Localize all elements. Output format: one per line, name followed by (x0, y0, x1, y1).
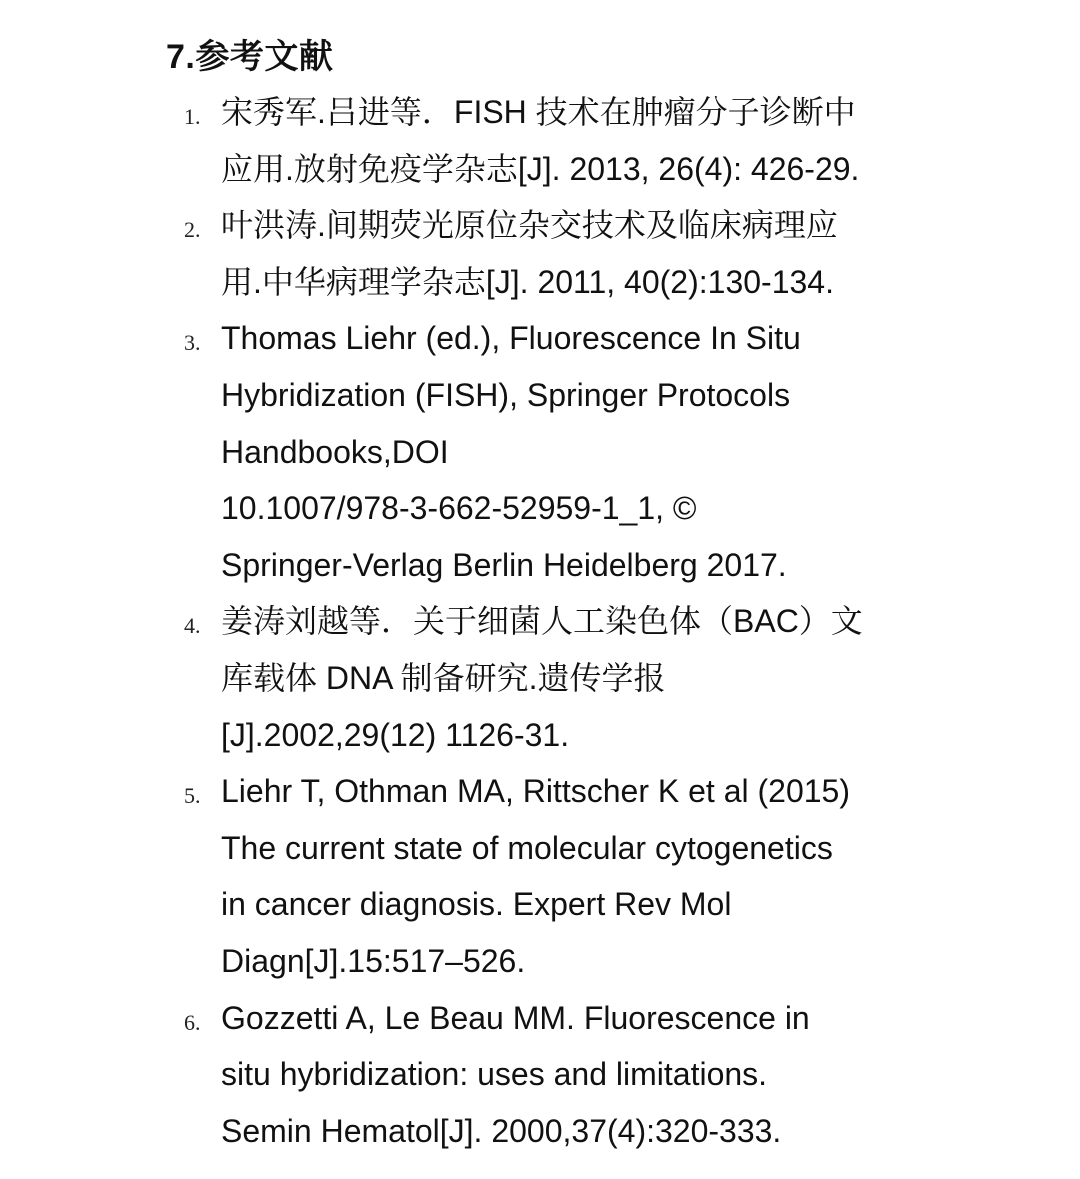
reference-number: 1. (184, 104, 201, 129)
reference-line: in cancer diagnosis. Expert Rev Mol (221, 886, 732, 923)
reference-item-5 (0, 763, 1080, 989)
reference-item-2 (0, 197, 1080, 310)
reference-line: 姜涛刘越等．关于细菌人工染色体（BAC）文 (221, 603, 863, 640)
section-heading: 7.参考文献 (166, 38, 334, 76)
reference-item-1 (0, 84, 1080, 197)
reference-number: 3. (184, 330, 201, 356)
reference-line: Gozzetti A, Le Beau MM. Fluorescence in (221, 999, 810, 1036)
reference-line: 10.1007/978-3-662-52959-1_1, © (221, 490, 697, 527)
reference-line: 应用.放射免疫学杂志[J]. 2013, 26(4): 426-29. (221, 150, 860, 187)
reference-line: 库载体 DNA 制备研究.遗传学报 (221, 659, 666, 696)
reference-line: Hybridization (FISH), Springer Protocols (221, 376, 791, 413)
reference-text (221, 763, 951, 989)
reference-line: 宋秀军.吕进等．FISH 技术在肿瘤分子诊断中 (221, 94, 856, 130)
reference-text (221, 310, 951, 593)
reference-text (221, 84, 951, 197)
reference-line: Diagn[J].15:517–526. (221, 942, 526, 979)
reference-text (221, 990, 951, 1160)
reference-item-4 (0, 593, 1080, 763)
reference-line: Springer-Verlag Berlin Heidelberg 2017. (221, 546, 787, 583)
reference-list (0, 84, 1080, 1159)
reference-item-3 (0, 310, 1080, 593)
reference-text (221, 593, 951, 763)
reference-line: situ hybridization: uses and limitations. (221, 1056, 768, 1093)
reference-text (221, 197, 951, 310)
reference-line: Handbooks,DOI (221, 433, 449, 470)
reference-line: 用.中华病理学杂志[J]. 2011, 40(2):130-134. (221, 263, 834, 300)
reference-number: 2. (184, 217, 201, 243)
reference-line: Liehr T, Othman MA, Rittscher K et al (2015) (221, 773, 850, 810)
reference-line: Thomas Liehr (ed.), Fluorescence In Situ (221, 320, 801, 357)
reference-number: 4. (184, 613, 201, 639)
reference-line: [J].2002,29(12) 1126-31. (221, 716, 570, 753)
reference-number: 6. (184, 1009, 201, 1035)
reference-number: 5. (184, 783, 201, 809)
reference-line: The current state of molecular cytogenetics (221, 829, 833, 866)
reference-line: Semin Hematol[J]. 2000,37(4):320-333. (221, 1112, 782, 1149)
reference-item-6 (0, 990, 1080, 1160)
reference-line: 叶洪涛.间期荧光原位杂交技术及临床病理应 (221, 207, 838, 244)
